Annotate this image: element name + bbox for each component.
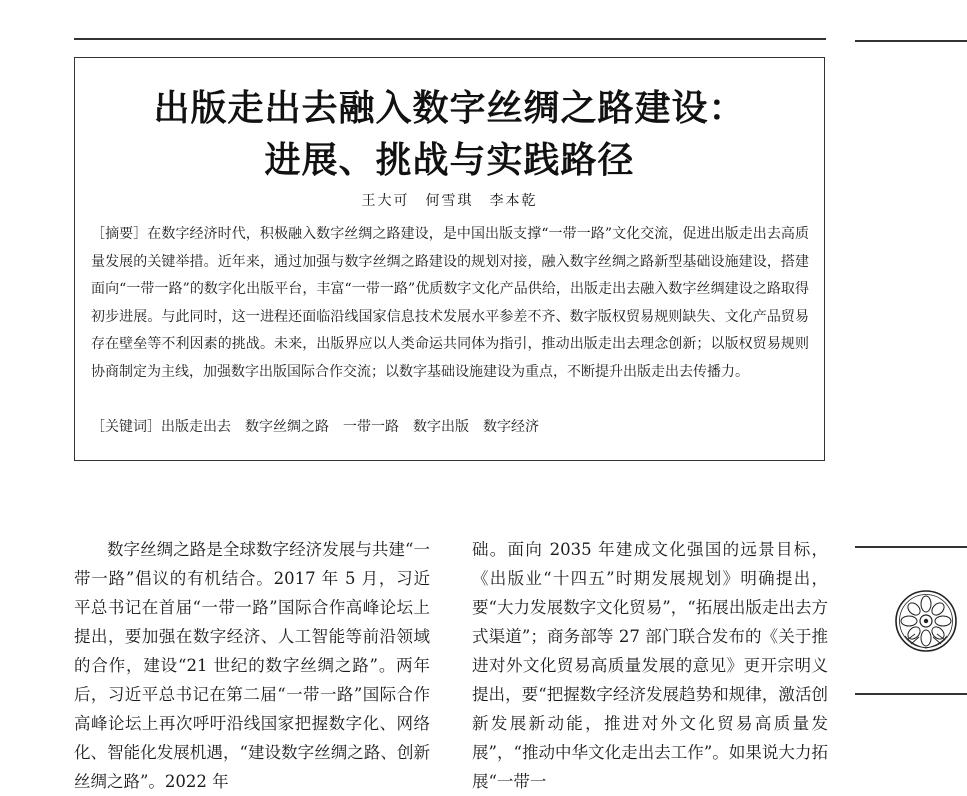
keyword: 一带一路	[343, 419, 399, 435]
margin-rule-bottom	[855, 693, 967, 695]
keyword: 数字出版	[413, 419, 469, 435]
body-column-right	[472, 535, 828, 796]
margin-rule-top	[855, 40, 967, 42]
body-paragraph-continued: 础。面向 2035 年建成文化强国的远景目标，《出版业“十四五”时期发展规划》明确提出，要“大力发展数字文化贸易”，“拓展出版走出去方式渠道”；商务部等 27 部门联合发布的《关于推进对外文化贸易高质量发展的意见》更开宗明义提出，要“把握数字经济发展趋势和规律，激活创新发展新动能，推进对外文化贸易高质量发展”，“推动中华文化走出去工作”。如果说大力拓展“一带一	[472, 540, 828, 791]
article-title-line-2: 进展、挑战与实践路径	[264, 139, 635, 181]
abstract-box	[74, 57, 825, 461]
body-column-left	[74, 535, 430, 796]
margin-rule-middle	[855, 546, 967, 548]
floral-medallion-icon	[893, 588, 959, 654]
keyword: 数字丝绸之路	[245, 419, 329, 435]
abstract-label: ［摘要］	[91, 226, 148, 242]
abstract	[91, 221, 809, 386]
header-rule	[74, 38, 826, 40]
keywords	[91, 415, 809, 439]
article-title-line-1: 出版走出去融入数字丝绸之路建设：	[153, 87, 746, 129]
authors: 王大可 何雪琪 李本乾	[361, 193, 538, 209]
keyword: 出版走出去	[161, 419, 231, 435]
body-paragraph: 数字丝绸之路是全球数字经济发展与共建“一带一路”倡议的有机结合。2017 年 5 月，习近平总书记在首届“一带一路”国际合作高峰论坛上提出，要加强在数字经济、人工智能等前沿领域的合作，建设“21 世纪的数字丝绸之路”。两年后，习近平总书记在第二届“一带一路”国际合作高峰论坛上再次呼吁沿线国家把握数字化、网络化、智能化发展机遇，“建设数字丝绸之路、创新丝绸之路”。2022 年	[74, 540, 430, 791]
abstract-text: 在数字经济时代，积极融入数字丝绸之路建设，是中国出版支撑“一带一路”文化交流，促进出版走出去高质量发展的关键举措。近年来，通过加强与数字丝绸之路建设的规划对接，融入数字丝绸之路新型基础设施建设，搭建面向“一带一路”的数字化出版平台，丰富“一带一路”优质数字文化产品供给，出版走出去融入数字丝绸建设之路取得初步进展。与此同时，这一进程还面临沿线国家信息技术发展水平参差不齐、数字版权贸易规则缺失、文化产品贸易存在壁垒等不利因素的挑战。未来，出版界应以人类命运共同体为指引，推动出版走出去理念创新；以版权贸易规则协商制定为主线，加强数字出版国际合作交流；以数字基础设施建设为重点，不断提升出版走出去传播力。	[91, 226, 810, 380]
keyword: 数字经济	[483, 419, 539, 435]
keywords-label: ［关键词］	[91, 419, 161, 435]
